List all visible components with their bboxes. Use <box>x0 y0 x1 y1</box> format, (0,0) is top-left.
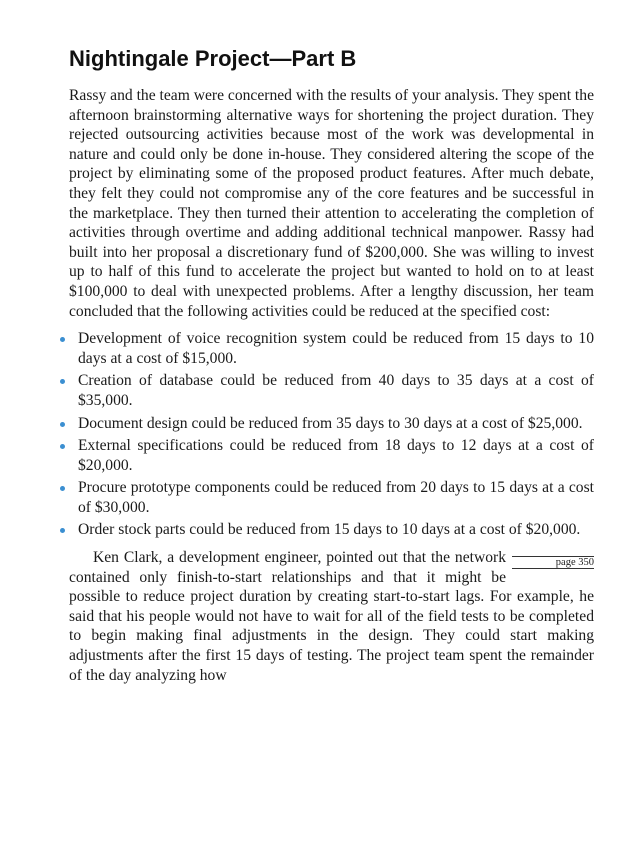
closing-paragraph <box>69 548 594 685</box>
bullet-icon <box>60 444 65 449</box>
list-item <box>69 436 594 475</box>
page-reference-marker: page 350 <box>512 556 594 569</box>
page-title: Nightingale Project—Part B <box>69 46 357 71</box>
list-item <box>69 371 594 410</box>
list-item-text: Creation of database could be reduced from 40 days to 35 days at a cost of $35,000. <box>78 372 594 409</box>
list-item-text: External specifications could be reduced from 18 days to 12 days at a cost of $20,000. <box>78 437 594 474</box>
intro-paragraph: Rassy and the team were concerned with the results of your analysis. They spent the afternoon brainstorming alternative ways for shortening the project duration. They rejected outsourcing activities because most of the work was developmental in nature and could only be done in-house. They considered altering the scope of the project by eliminating some of the proposed product features. After much debate, they felt they could not compromise any of the core features and be successful in the marketplace. They then turned their attention to accelerating the completion of activities through overtime and adding additional technical manpower. Rassy had built into her proposal a discretionary fund of $200,000. She was willing to invest up to half of this fund to accelerate the project but wanted to hold on to at least $100,000 to deal with unexpected problems. After a lengthy discussion, her team concluded that the following activities could be reduced at the specified cost: <box>69 87 594 320</box>
bullet-icon <box>60 422 65 427</box>
list-item-text: Development of voice recognition system could be reduced from 15 days to 10 days at a cost of $15,000. <box>78 330 594 367</box>
list-item-text: Document design could be reduced from 35 days to 30 days at a cost of $25,000. <box>78 414 583 432</box>
list-item <box>69 329 594 368</box>
list-item-text: Order stock parts could be reduced from 15 days to 10 days at a cost of $20,000. <box>78 521 581 539</box>
bullet-icon <box>60 486 65 491</box>
list-item <box>69 520 594 540</box>
document-page <box>69 44 594 685</box>
list-item <box>69 414 594 434</box>
activity-list <box>69 329 594 540</box>
list-item <box>69 478 594 517</box>
bullet-icon <box>60 528 65 533</box>
bullet-icon <box>60 379 65 384</box>
list-item-text: Procure prototype components could be reduced from 20 days to 15 days at a cost of $30,000. <box>78 479 594 516</box>
closing-paragraph-text: Ken Clark, a development engineer, pointed out that the network contained only finish-to-start relationships and that it might be possible to reduce project duration by creating start-to-start lags. For example, he said that his people would not have to wait for all of the field tests to be completed to begin making final adjustments in the design. They could start making adjustments after the first 15 days of testing. The project team spent the remainder of the day analyzing how <box>69 549 594 684</box>
bullet-icon <box>60 337 65 342</box>
